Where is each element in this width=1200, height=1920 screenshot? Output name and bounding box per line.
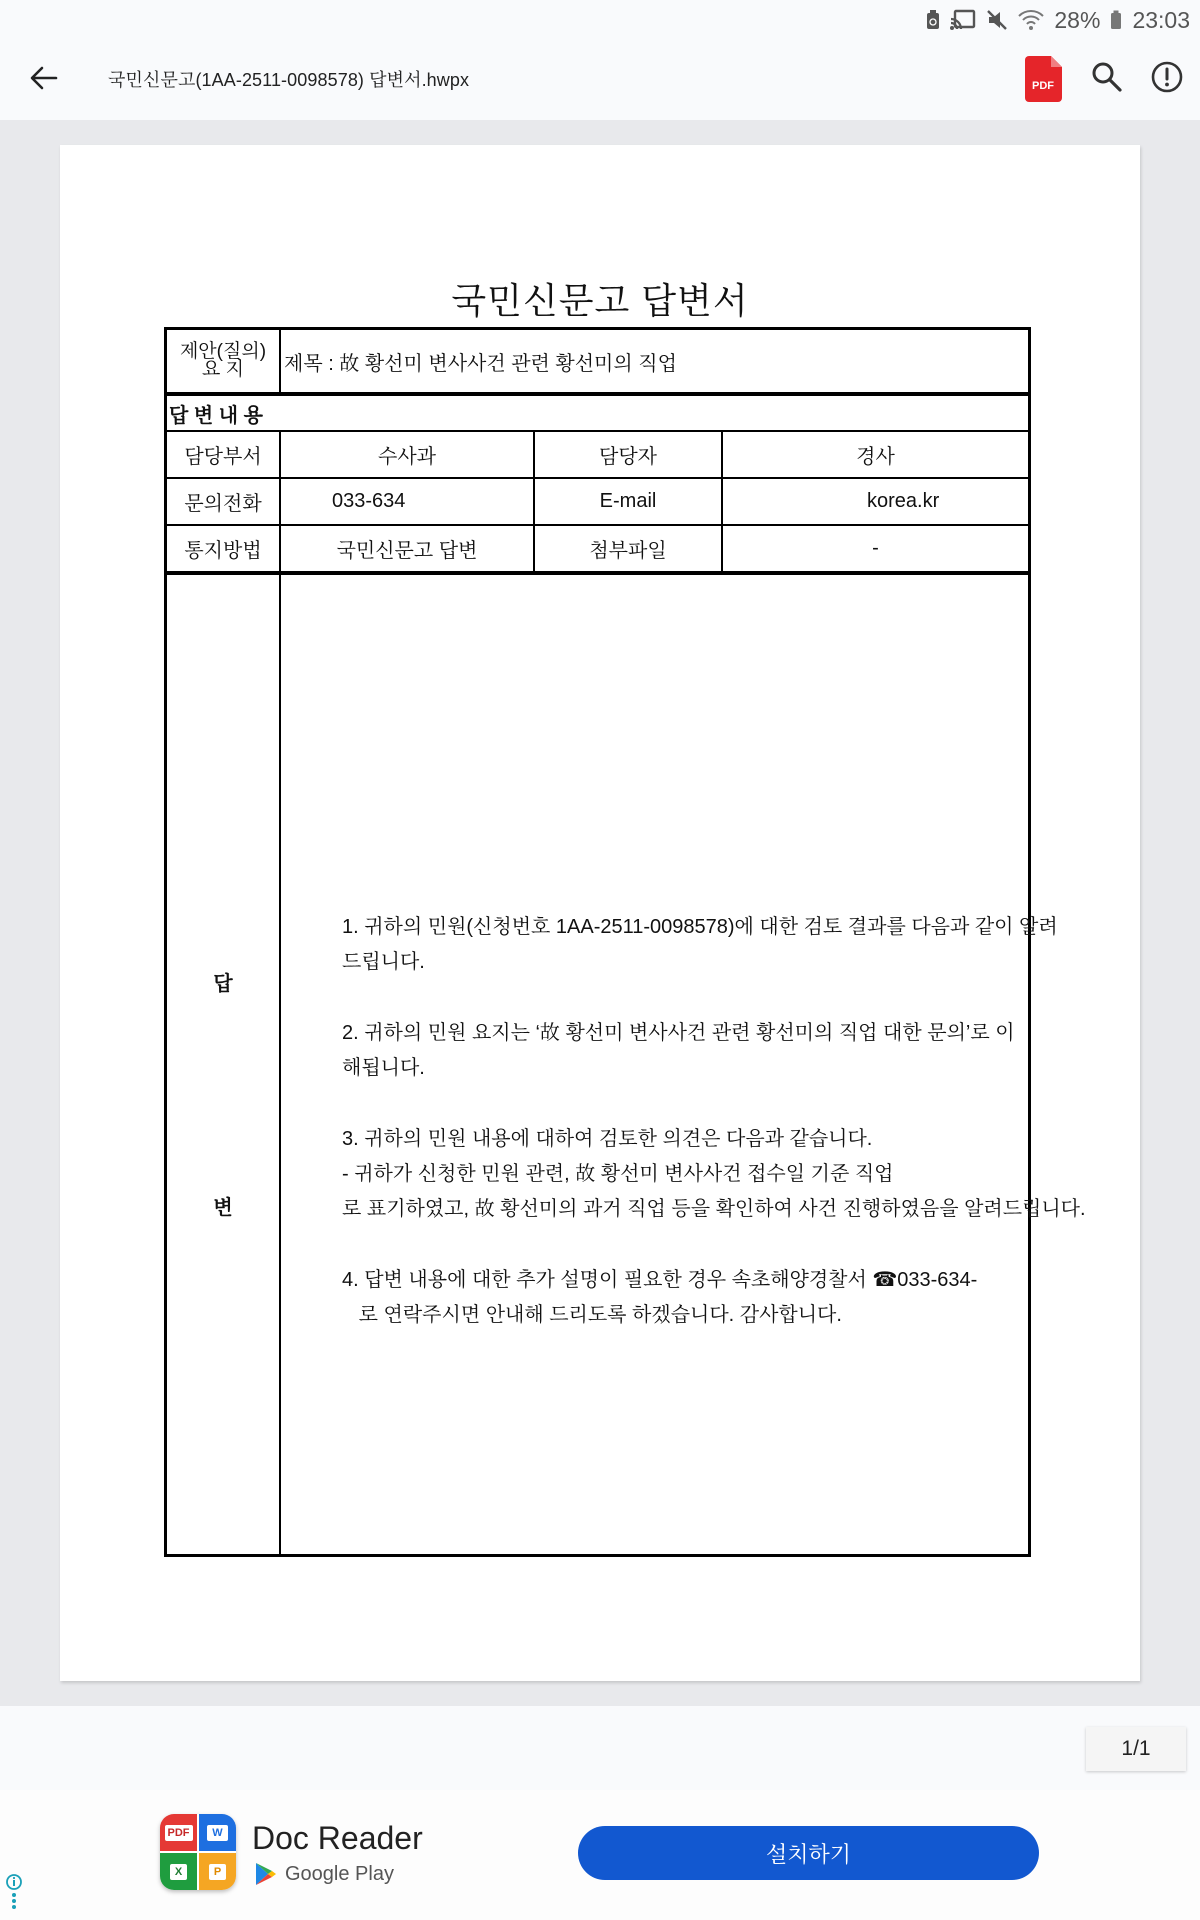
document-viewer[interactable] (0, 120, 1200, 1706)
answer-section-header: 답 변 내 용 (169, 404, 263, 427)
cast-icon (950, 9, 976, 31)
info-label: 첨부파일 (589, 540, 667, 562)
clock: 23:03 (1132, 6, 1190, 33)
arrow-left-icon (30, 66, 58, 95)
search-button[interactable] (1090, 60, 1130, 100)
battery-saver-icon (926, 10, 940, 30)
pdf-tile-label: PDF (165, 1825, 193, 1841)
word-tile-label: W (207, 1825, 227, 1841)
status-icons (926, 6, 1190, 34)
excel-tile-icon (160, 1853, 197, 1890)
export-pdf-button[interactable] (1024, 54, 1064, 104)
ad-store-name: Google Play (285, 1862, 394, 1885)
info-value: 경사 (856, 446, 895, 468)
answer-paragraph-4 (342, 1263, 1027, 1333)
info-row (164, 526, 1031, 571)
doc-reader-app-icon[interactable] (160, 1814, 236, 1890)
word-tile-icon (199, 1814, 236, 1851)
answer-line: 3. 귀하의 민원 내용에 대하여 검토한 의견은 다음과 같습니다. (342, 1128, 873, 1150)
mute-icon (986, 9, 1008, 31)
ad-app-name[interactable]: Doc Reader (252, 1820, 423, 1856)
ppt-tile-label: P (209, 1864, 226, 1880)
info-label: 담당자 (599, 446, 657, 468)
column-divider (279, 575, 281, 1554)
info-label: 문의전화 (184, 493, 262, 515)
answer-label-top: 답 (213, 973, 233, 995)
info-label: 통지방법 (184, 540, 262, 562)
summary-label-line1: 제안(질의) (179, 341, 267, 362)
wifi-icon (1018, 9, 1044, 31)
answer-line: 4. 답변 내용에 대한 추가 설명이 필요한 경우 속초해양경찰서 ☎033-634- (342, 1269, 978, 1291)
app-bar (0, 40, 1200, 120)
info-row (164, 479, 1031, 524)
document-title: 국민신문고 답변서 (451, 280, 749, 321)
column-divider (721, 479, 723, 524)
column-divider (279, 330, 281, 392)
info-row (164, 432, 1031, 477)
answer-line: 1. 귀하의 민원(신청번호 1AA-2511-0098578)에 대한 검토 결과를 다음과 같이 알려 (342, 916, 1058, 938)
answer-line: 로 연락주시면 안내해 드리도록 하겠습니다. 감사합니다. (342, 1304, 842, 1326)
answer-line: 2. 귀하의 민원 요지는 ‘故 황선미 변사사건 관련 황선미의 직업 대한 문의’로 이 (342, 1022, 1015, 1044)
summary-row (164, 330, 1031, 392)
battery-icon (1110, 10, 1122, 30)
ad-banner[interactable] (0, 1790, 1200, 1920)
ad-info-icon[interactable] (4, 1874, 24, 1915)
google-play-icon (255, 1862, 277, 1886)
answer-line: 로 표기하였고, 故 황선미의 과거 직업 등을 확인하여 사건 진행하였음을 알려드립니다. (342, 1198, 1086, 1220)
answer-paragraph-1 (342, 910, 1058, 980)
status-bar (0, 0, 1200, 40)
answer-paragraph-3 (342, 1122, 1086, 1227)
excel-tile-label: X (170, 1864, 187, 1880)
search-icon (1090, 60, 1124, 94)
info-value: korea.kr (867, 490, 940, 512)
info-icon (1150, 60, 1184, 94)
column-divider (279, 479, 281, 524)
summary-label (167, 330, 279, 392)
answer-label-bottom: 변 (213, 1197, 233, 1219)
info-value: 국민신문고 답변 (336, 540, 478, 562)
table-border (164, 1554, 1031, 1557)
ad-store (255, 1862, 394, 1886)
install-button[interactable]: 설치하기 (578, 1826, 1039, 1880)
pdf-tile-icon (160, 1814, 197, 1851)
info-value: - (872, 537, 879, 559)
svg-text:PDF: PDF (1032, 80, 1054, 92)
file-name: 국민신문고(1AA-2511-0098578) 답변서.hwpx (108, 70, 470, 90)
info-value: 수사과 (378, 446, 436, 468)
answer-line: - 귀하가 신청한 민원 관련, 故 황선미 변사사건 접수일 기준 직업 (342, 1163, 894, 1185)
page-indicator: 1/1 (1086, 1727, 1186, 1771)
answer-paragraph-2 (342, 1016, 1027, 1086)
summary-label-line2: 요 지 (202, 359, 244, 380)
document-page (60, 145, 1140, 1681)
answer-header-row (164, 396, 1031, 430)
back-button[interactable] (22, 58, 66, 102)
battery-percent: 28% (1054, 6, 1101, 33)
ppt-tile-icon (199, 1853, 236, 1890)
info-label: 담당부서 (184, 446, 262, 468)
pdf-export-icon (1024, 54, 1064, 104)
answer-line: 해됩니다. (342, 1057, 425, 1079)
info-value: 033-634 (332, 490, 406, 512)
answer-line: 드립니다. (342, 951, 425, 973)
info-label: E-mail (599, 490, 657, 512)
summary-value: 제목 : 故 황선미 변사사건 관련 황선미의 직업 (284, 352, 677, 375)
info-button[interactable] (1150, 60, 1190, 100)
